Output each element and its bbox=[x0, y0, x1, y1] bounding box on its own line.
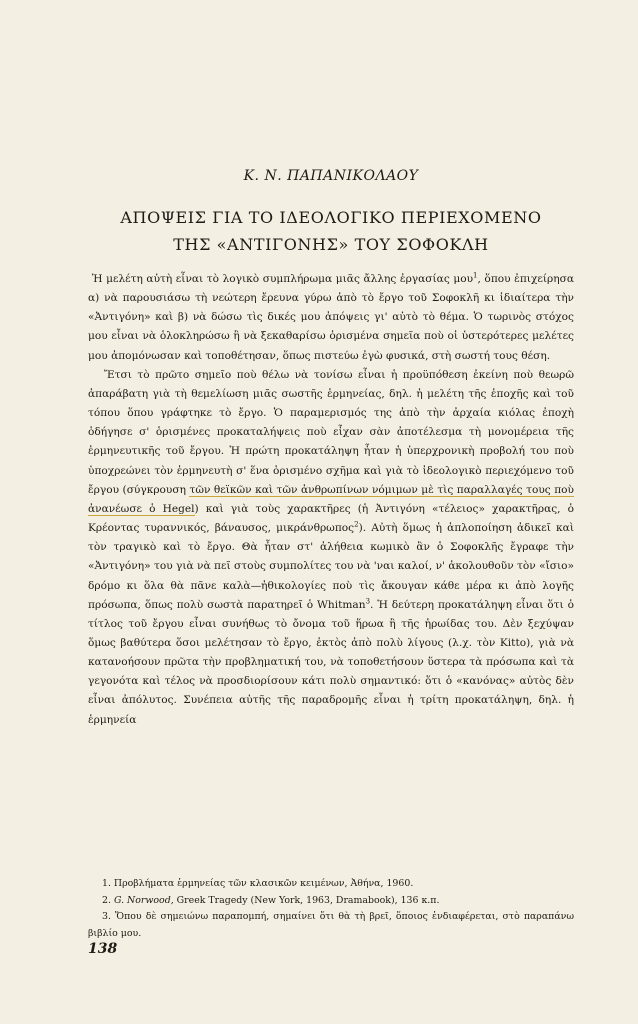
page-number: 138 bbox=[88, 941, 118, 957]
paragraph-2-text-d: . Ἡ δεύτερη προκατάληψη εἶναι ὅτι ὁ τίτλος τοῦ ἔργου εἶναι συνήθως τὸ ὄνομα τοῦ ἥρωα ἢ τῆς ἡρωίδας του. Δὲν ξεχύψαν ὅμως βαθύτερα ὅσοι μελέτησαν τὸ ἔργο, ἐκτὸς ἀπὸ πολὺ λίγους (λ.χ. τὸν Kitto), γιὰ νὰ κατανοήσουν πρῶτα τὴν προβληματική του, νὰ τοποθετήσουν ὕστερα τὰ πρόσωπα καὶ τὰ γεγονότα καὶ τέλος νὰ προσδιορίσουν κάτι πολὺ σημαντικό: ὅτι ὁ «κανόνας» αὐτὸς δὲν εἶναι ἀπόλυτος. Συνέπεια αὐτῆς τῆς παραδρομῆς εἶναι ἡ τρίτη προκατάληψη, δηλ. ἡ ἑρμηνεία bbox=[88, 598, 574, 726]
article-title bbox=[88, 204, 574, 258]
footnote-2-number: 2. bbox=[102, 894, 111, 906]
footnote-ref-3: 3 bbox=[365, 597, 371, 606]
footnote-2 bbox=[88, 893, 574, 910]
footnote-3: 3. Ὅπου δὲ σημειώνω παραπομπή, σημαίνει ὅτι θὰ τὴ βρεῖ, ὅποιος ἐνδιαφέρεται, στὸ παραπάνω βιβλίο μου. bbox=[88, 911, 574, 939]
paragraph-1-text-b: , ὅπου ἐπιχείρησα α) νὰ παρουσιάσω τὴ νεώτερη ἔρευνα γύρω ἀπὸ τὸ ἔργο τοῦ Σοφοκλῆ κι ἰδιαίτερα τὴν «Ἀντιγόνη» καὶ β) νὰ δώσω τὶς δικές μου ἀπόψεις γι' αὐτὸ τὸ θέμα. Ὁ τωρινὸς στόχος μου εἶναι νὰ ὁλοκληρώσω ἢ νὰ ξεκαθαρίσω ὁρισμένα σημεῖα ποὺ οἱ ὑστερότερες μελέτες μου ἀπομόνωσαν καὶ τοποθέτησαν, ὅπως πιστεύω ἐγὼ φυσικά, στὴ σωστή τους θέση. bbox=[88, 273, 574, 362]
underlined-passage: τῶν θεϊκῶν καὶ τῶν ἀνθρωπίνων νόμιμων μὲ τὶς παραλλαγές τους ποὺ ἀνανέωσε ὁ Hegel bbox=[88, 483, 574, 515]
paragraph-1 bbox=[88, 270, 574, 366]
footnote-2-author: G. Norwood, bbox=[113, 894, 174, 906]
page bbox=[88, 0, 574, 1024]
paragraph-2-text-b: ) καὶ γιὰ τοὺς χαρακτῆρες (ἡ Ἀντιγόνη «τέλειος» χαρακτῆρας, ὁ Κρέοντας τυραννικός, βάναυσος, μικράνθρωπος bbox=[88, 502, 574, 535]
footnote-ref-2: 2 bbox=[354, 520, 359, 529]
paragraph-2-text-c: ). Αὐτὴ ὅμως ἡ ἁπλοποίηση ἀδικεῖ καὶ τὸν τραγικὸ καὶ τὸ ἔργο. Θὰ ἦταν στ' ἀλήθεια κωμικὸ ἂν ὁ Σοφοκλῆς ἔγραφε τὴν «Ἀντιγόνη» του γιὰ νὰ πεῖ στοὺς συμπολίτες του νὰ 'ναι καλοί, ν' ἀκολουθοῦν τὸν «ἴσιο» δρόμο κι ὅλα θὰ πᾶνε καλὰ—ἠθικολογίες ποὺ τὶς ἄκουγαν κάθε μέρα κι ἀπὸ λογῆς πρόσωπα, ὅπως πολὺ σωστὰ παρατηρεῖ ὁ Whitman bbox=[88, 522, 574, 611]
author-name: Κ. Ν. ΠΑΠΑΝΙΚΟΛΑΟΥ bbox=[243, 168, 419, 184]
footnote-1: 1. Προβλήματα ἑρμηνείας τῶν κλασικῶν κειμένων, Ἀθήνα, 1960. bbox=[102, 878, 414, 889]
footnote-ref-1: 1 bbox=[473, 271, 478, 280]
paragraph-1-text-a: Ἡ μελέτη αὐτὴ εἶναι τὸ λογικὸ συμπλήρωμα μιᾶς ἄλλης ἐργασίας μου bbox=[92, 273, 474, 285]
title-line-1: ΑΠΟΨΕΙΣ ΓΙΑ ΤΟ ΙΔΕΟΛΟΓΙΚΟ ΠΕΡΙΕΧΟΜΕΝΟ bbox=[120, 208, 542, 227]
title-line-2: ΤΗΣ «ΑΝΤΙΓΟΝΗΣ» ΤΟΥ ΣΟΦΟΚΛΗ bbox=[173, 235, 489, 254]
footnotes bbox=[88, 876, 574, 942]
footnote-2-text: Greek Tragedy (New York, 1963, Dramabook), 136 κ.π. bbox=[176, 894, 440, 906]
body-text bbox=[88, 270, 574, 730]
paragraph-2 bbox=[88, 366, 574, 730]
paragraph-2-text-a: Ἔτσι τὸ πρῶτο σημεῖο ποὺ θέλω νὰ τονίσω εἶναι ἡ προϋπόθεση ἐκείνη ποὺ θεωρῶ ἀπαράβατη γιὰ τὴ θεμελίωση μιᾶς σωστῆς ἑρμηνείας, δηλ. ἡ μελέτη τῆς ἐποχῆς καὶ τοῦ τόπου ὅπου γράφτηκε τὸ ἔργο. Ὁ παραμερισμός της ἀπὸ τὴν ἀρχαία κιόλας ἐποχὴ ὁδήγησε σ' ὁρισμένες προκαταλήψεις ποὺ εἶχαν σὰν ἀποτέλεσμα τὴ μονομέρεια τῆς ἑρμηνευτικῆς τοῦ ἔργου. Ἡ πρώτη προκατάληψη ἦταν ἡ ὑπερχρονικὴ προβολή του ποὺ ὑποχρεώνει τὸν ἑρμηνευτὴ σ' ἕνα ὁρισμένο σχῆμα καὶ γιὰ τὸ ἰδεολογικὸ περιεχόμενο τοῦ ἔργου (σύγκρουση bbox=[88, 368, 574, 496]
